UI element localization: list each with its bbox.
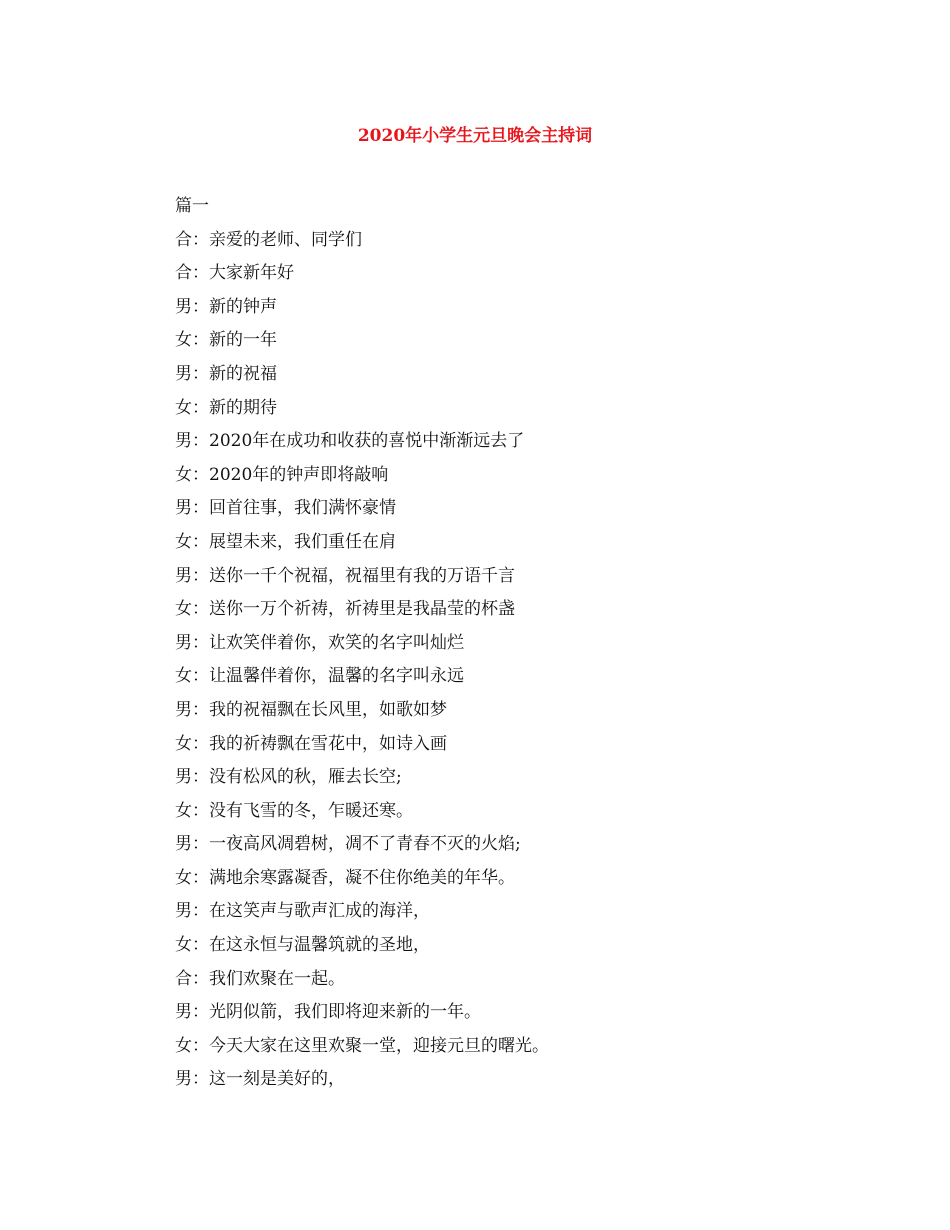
script-line: 男：新的祝福 (175, 363, 277, 384)
script-line: 女：让温馨伴着你，温馨的名字叫永远 (175, 666, 464, 687)
script-line: 男：送你一千个祝福，祝福里有我的万语千言 (175, 565, 515, 586)
script-line: 合：我们欢聚在一起。 (175, 968, 345, 989)
script-line: 男：没有松风的秋，雁去长空; (175, 767, 402, 788)
script-line: 篇一 (175, 196, 209, 216)
script-line: 女：今天大家在这里欢聚一堂，迎接元旦的曙光。 (175, 1035, 549, 1056)
script-line: 男：我的祝福飘在长风里，如歌如梦 (175, 699, 447, 720)
script-line: 男：回首往事，我们满怀豪情 (175, 498, 396, 519)
script-line: 合：亲爱的老师、同学们 (175, 229, 362, 250)
script-line: 男：光阴似箭，我们即将迎来新的一年。 (175, 1002, 481, 1023)
script-line: 女：送你一万个祈祷，祈祷里是我晶莹的杯盏 (175, 599, 515, 620)
script-line: 女：我的祈祷飘在雪花中，如诗入画 (175, 733, 447, 754)
script-lines (175, 193, 875, 1100)
script-line: 女：新的期待 (175, 397, 277, 418)
script-line: 女：满地余寒露凝香，凝不住你绝美的年华。 (175, 867, 515, 888)
script-line: 男：这一刻是美好的， (175, 1069, 345, 1090)
script-line: 女：2020年的钟声即将敲响 (175, 464, 389, 485)
script-line: 合：大家新年好 (175, 263, 294, 284)
script-line: 女：在这永恒与温馨筑就的圣地， (175, 935, 430, 956)
script-line: 男：让欢笑伴着你，欢笑的名字叫灿烂 (175, 632, 464, 653)
script-line: 男：2020年在成功和收获的喜悦中渐渐远去了 (175, 431, 525, 452)
script-line: 女：新的一年 (175, 330, 277, 351)
script-line: 女：没有飞雪的冬，乍暖还寒。 (175, 800, 413, 821)
script-line: 男：新的钟声 (175, 296, 277, 317)
document-title: 2020年小学生元旦晚会主持词 (357, 126, 593, 146)
script-line: 男：一夜高风凋碧树，凋不了青春不灭的火焰; (175, 834, 521, 855)
script-line: 男：在这笑声与歌声汇成的海洋， (175, 901, 430, 922)
script-line: 女：展望未来，我们重任在肩 (175, 531, 396, 552)
